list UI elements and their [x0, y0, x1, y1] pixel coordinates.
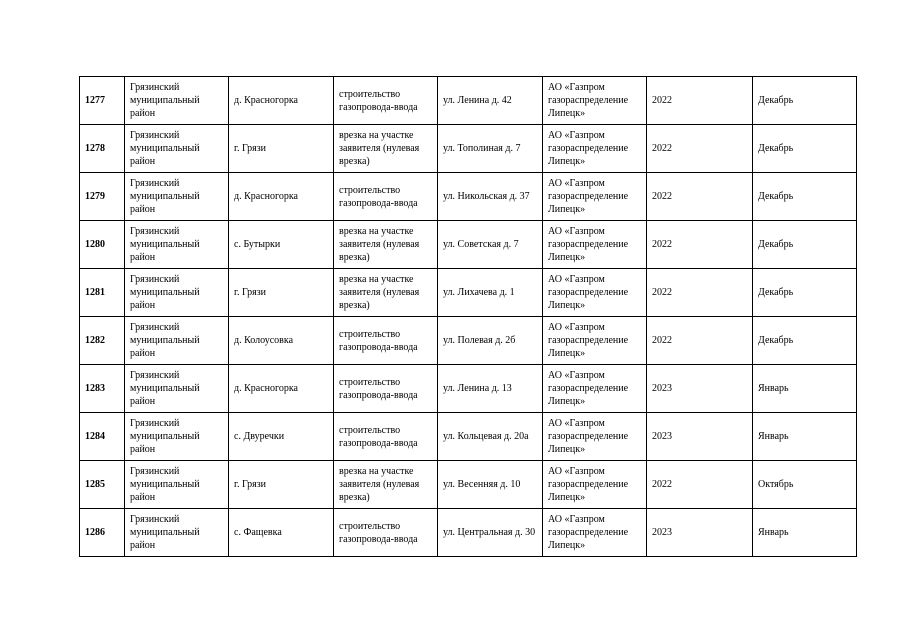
organization-cell: АО «Газпром газораспределение Липецк»: [543, 461, 647, 509]
organization-cell: АО «Газпром газораспределение Липецк»: [543, 173, 647, 221]
locality-cell: д. Колоусовка: [229, 317, 334, 365]
district-cell: Грязинский муниципальный район: [125, 509, 229, 557]
work-type-cell: строительство газопровода-ввода: [334, 317, 438, 365]
address-cell: ул. Ленина д. 13: [438, 365, 543, 413]
month-cell: Декабрь: [753, 317, 857, 365]
record-number-cell: 1278: [80, 125, 125, 173]
year-cell: 2023: [647, 365, 753, 413]
address-cell: ул. Никольская д. 37: [438, 173, 543, 221]
record-number-cell: 1277: [80, 77, 125, 125]
district-cell: Грязинский муниципальный район: [125, 269, 229, 317]
organization-cell: АО «Газпром газораспределение Липецк»: [543, 413, 647, 461]
work-type-cell: строительство газопровода-ввода: [334, 77, 438, 125]
year-cell: 2022: [647, 269, 753, 317]
address-cell: ул. Центральная д. 30: [438, 509, 543, 557]
work-type-cell: врезка на участке заявителя (нулевая врезка): [334, 221, 438, 269]
district-cell: Грязинский муниципальный район: [125, 365, 229, 413]
record-number-cell: 1283: [80, 365, 125, 413]
district-cell: Грязинский муниципальный район: [125, 77, 229, 125]
record-number-cell: 1284: [80, 413, 125, 461]
organization-cell: АО «Газпром газораспределение Липецк»: [543, 125, 647, 173]
month-cell: Январь: [753, 509, 857, 557]
month-cell: Декабрь: [753, 221, 857, 269]
work-type-cell: строительство газопровода-ввода: [334, 365, 438, 413]
month-cell: Декабрь: [753, 269, 857, 317]
work-type-cell: врезка на участке заявителя (нулевая врезка): [334, 125, 438, 173]
year-cell: 2022: [647, 125, 753, 173]
work-type-cell: строительство газопровода-ввода: [334, 509, 438, 557]
district-cell: Грязинский муниципальный район: [125, 413, 229, 461]
month-cell: Декабрь: [753, 77, 857, 125]
locality-cell: д. Красногорка: [229, 77, 334, 125]
address-cell: ул. Весенняя д. 10: [438, 461, 543, 509]
record-number-cell: 1280: [80, 221, 125, 269]
address-cell: ул. Полевая д. 2б: [438, 317, 543, 365]
gas-connection-table: [79, 76, 857, 557]
locality-cell: с. Бутырки: [229, 221, 334, 269]
address-cell: ул. Лихачева д. 1: [438, 269, 543, 317]
work-type-cell: врезка на участке заявителя (нулевая врезка): [334, 269, 438, 317]
month-cell: Октябрь: [753, 461, 857, 509]
year-cell: 2023: [647, 509, 753, 557]
locality-cell: д. Красногорка: [229, 173, 334, 221]
work-type-cell: строительство газопровода-ввода: [334, 413, 438, 461]
table-row: [80, 221, 857, 269]
work-type-cell: врезка на участке заявителя (нулевая врезка): [334, 461, 438, 509]
month-cell: Январь: [753, 365, 857, 413]
district-cell: Грязинский муниципальный район: [125, 125, 229, 173]
month-cell: Январь: [753, 413, 857, 461]
organization-cell: АО «Газпром газораспределение Липецк»: [543, 221, 647, 269]
organization-cell: АО «Газпром газораспределение Липецк»: [543, 317, 647, 365]
record-number-cell: 1286: [80, 509, 125, 557]
district-cell: Грязинский муниципальный район: [125, 173, 229, 221]
locality-cell: с. Фащевка: [229, 509, 334, 557]
district-cell: Грязинский муниципальный район: [125, 461, 229, 509]
table-row: [80, 269, 857, 317]
year-cell: 2023: [647, 413, 753, 461]
locality-cell: д. Красногорка: [229, 365, 334, 413]
year-cell: 2022: [647, 173, 753, 221]
table-row: [80, 461, 857, 509]
table-body: [80, 77, 857, 557]
table-row: [80, 365, 857, 413]
table-row: [80, 77, 857, 125]
district-cell: Грязинский муниципальный район: [125, 221, 229, 269]
table-row: [80, 317, 857, 365]
organization-cell: АО «Газпром газораспределение Липецк»: [543, 269, 647, 317]
year-cell: 2022: [647, 77, 753, 125]
year-cell: 2022: [647, 317, 753, 365]
record-number-cell: 1285: [80, 461, 125, 509]
organization-cell: АО «Газпром газораспределение Липецк»: [543, 509, 647, 557]
address-cell: ул. Ленина д. 42: [438, 77, 543, 125]
organization-cell: АО «Газпром газораспределение Липецк»: [543, 365, 647, 413]
record-number-cell: 1281: [80, 269, 125, 317]
year-cell: 2022: [647, 221, 753, 269]
locality-cell: с. Двуречки: [229, 413, 334, 461]
organization-cell: АО «Газпром газораспределение Липецк»: [543, 77, 647, 125]
address-cell: ул. Советская д. 7: [438, 221, 543, 269]
table-row: [80, 125, 857, 173]
address-cell: ул. Тополиная д. 7: [438, 125, 543, 173]
table-row: [80, 509, 857, 557]
locality-cell: г. Грязи: [229, 461, 334, 509]
record-number-cell: 1279: [80, 173, 125, 221]
record-number-cell: 1282: [80, 317, 125, 365]
locality-cell: г. Грязи: [229, 269, 334, 317]
year-cell: 2022: [647, 461, 753, 509]
month-cell: Декабрь: [753, 125, 857, 173]
address-cell: ул. Кольцевая д. 20а: [438, 413, 543, 461]
table-row: [80, 173, 857, 221]
work-type-cell: строительство газопровода-ввода: [334, 173, 438, 221]
locality-cell: г. Грязи: [229, 125, 334, 173]
table-row: [80, 413, 857, 461]
district-cell: Грязинский муниципальный район: [125, 317, 229, 365]
month-cell: Декабрь: [753, 173, 857, 221]
